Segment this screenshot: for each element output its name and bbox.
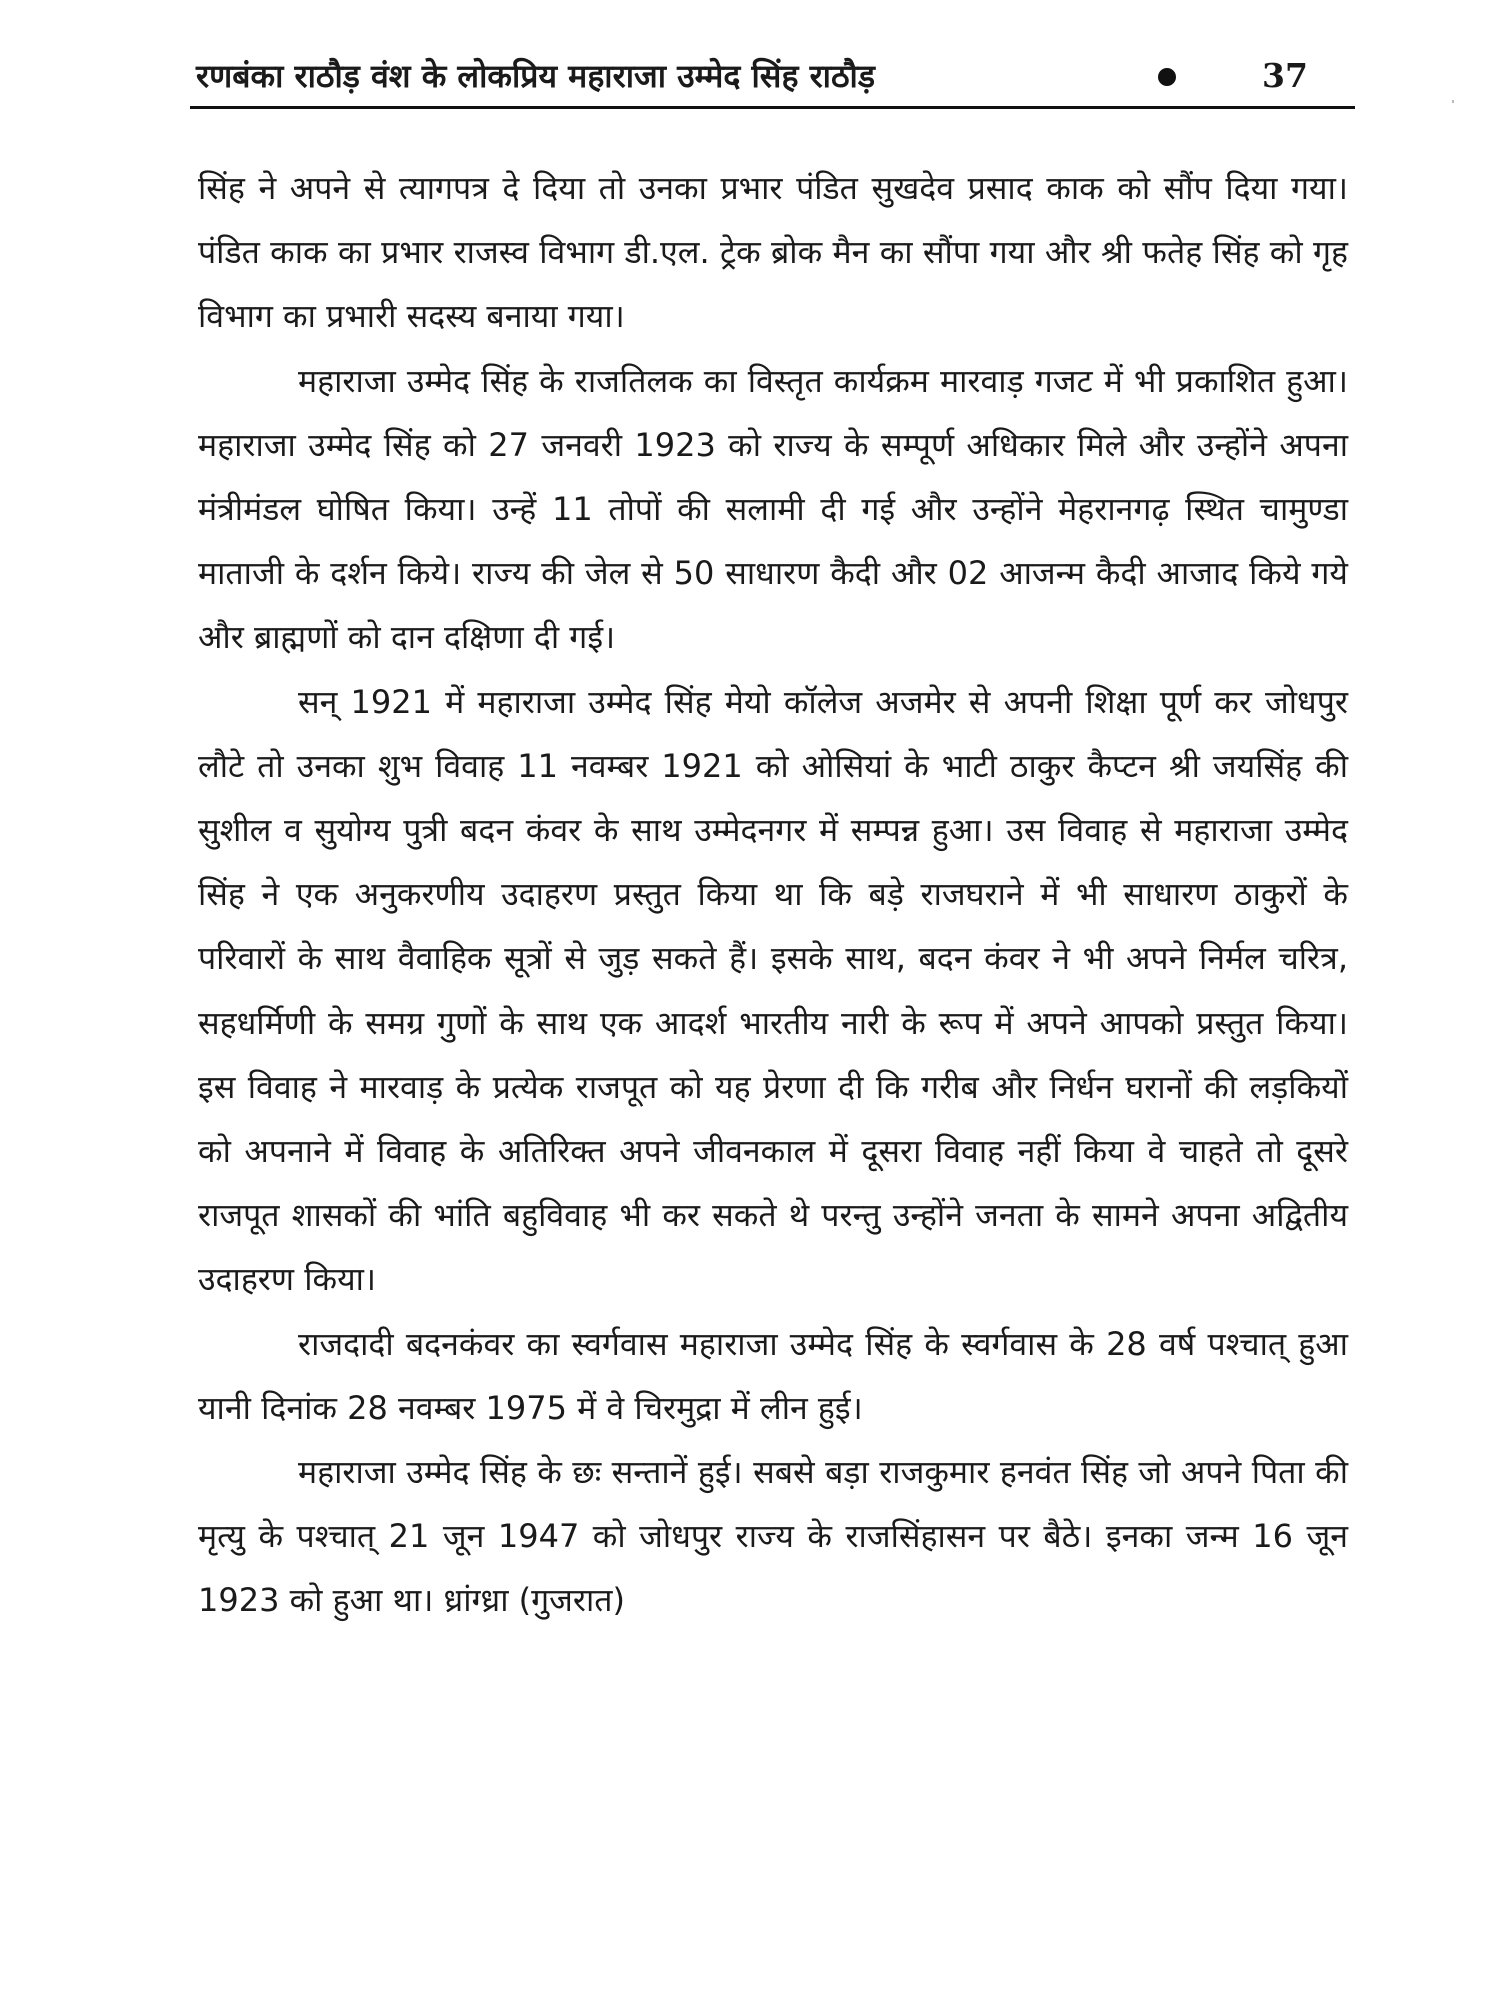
running-title: रणबंका राठौड़ वंश के लोकप्रिय महाराजा उम्मेद सिंह राठौड़ — [196, 57, 875, 95]
running-header — [190, 50, 1355, 106]
paragraph-2: महाराजा उम्मेद सिंह के राजतिलक का विस्तृत कार्यक्रम मारवाड़ गजट में भी प्रकाशित हुआ। महाराजा उम्मेद सिंह को 27 जनवरी 1923 को राज्य के सम्पूर्ण अधिकार मिले और उन्होंने अपना मंत्रीमंडल घोषित किया। उन्हें 11 तोपों की सलामी दी गई और उन्होंने मेहरानगढ़ स्थित चामुण्डा माताजी के दर्शन किये। राज्य की जेल से 50 साधारण कैदी और 02 आजन्म कैदी आजाद किये गये और ब्राह्मणों को दान दक्षिणा दी गई। — [198, 361, 1348, 657]
body-text — [198, 156, 1348, 1633]
paragraph-1: सिंह ने अपने से त्यागपत्र दे दिया तो उनका प्रभार पंडित सुखदेव प्रसाद काक को सौंप दिया गया। पंडित काक का प्रभार राजस्व विभाग डी.एल. ट्रेक ब्रोक मैन का सौंपा गया और श्री फतेह सिंह को गृह विभाग का प्रभारी सदस्य बनाया गया। — [198, 169, 1348, 336]
page-number: 37 — [1262, 56, 1308, 95]
header-rule — [190, 106, 1355, 109]
paragraph-5: महाराजा उम्मेद सिंह के छः सन्तानें हुई। सबसे बड़ा राजकुमार हनवंत सिंह जो अपने पिता की मृत्यु के पश्चात् 21 जून 1947 को जोधपुर राज्य के राजसिंहासन पर बैठे। इनका जन्म 16 जून 1923 को हुआ था। ध्रांग्ध्रा (गुजरात) — [198, 1453, 1348, 1620]
bullet-icon — [1158, 68, 1176, 86]
paragraph-4: राजदादी बदनकंवर का स्वर्गवास महाराजा उम्मेद सिंह के स्वर्गवास के 28 वर्ष पश्चात् हुआ यानी दिनांक 28 नवम्बर 1975 में वे चिरमुद्रा में लीन हुई। — [198, 1324, 1348, 1427]
paragraph-3: सन् 1921 में महाराजा उम्मेद सिंह मेयो कॉलेज अजमेर से अपनी शिक्षा पूर्ण कर जोधपुर लौटे तो उनका शुभ विवाह 11 नवम्बर 1921 को ओसियां के भाटी ठाकुर कैप्टन श्री जयसिंह की सुशील व सुयोग्य पुत्री बदन कंवर के साथ उम्मेदनगर में सम्पन्न हुआ। उस विवाह से महाराजा उम्मेद सिंह ने एक अनुकरणीय उदाहरण प्रस्तुत किया था कि बड़े राजघराने में भी साधारण ठाकुरों के परिवारों के साथ वैवाहिक सूत्रों से जुड़ सकते हैं। इसके साथ, बदन कंवर ने भी अपने निर्मल चरित्र, सहधर्मिणी के समग्र गुणों के साथ एक आदर्श भारतीय नारी के रूप में अपने आपको प्रस्तुत किया। इस विवाह ने मारवाड़ के प्रत्येक राजपूत को यह प्रेरणा दी कि गरीब और निर्धन घरानों की लड़कियों को अपनाने में विवाह के अतिरिक्त अपने जीवनकाल में दूसरा विवाह नहीं किया वे चाहते तो दूसरे राजपूत शासकों की भांति बहुविवाह भी कर सकते थे परन्तु उन्होंने जनता के सामने अपना अद्वितीय उदाहरण किया। — [198, 682, 1348, 1299]
scan-mark — [1452, 100, 1454, 103]
